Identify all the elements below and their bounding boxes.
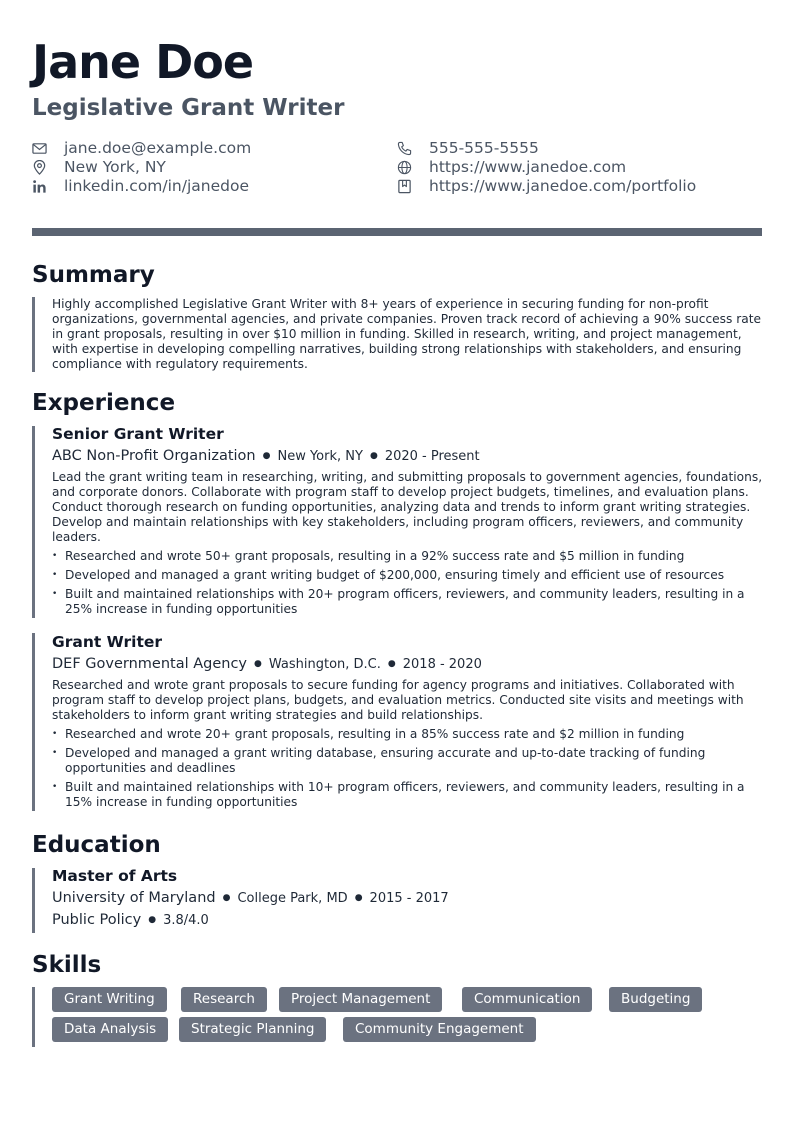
separator-dot: ●: [148, 915, 157, 925]
skill-chip: Research: [181, 987, 267, 1012]
job-2-bullet: • Researched and wrote 20+ grant proposals, resulting in a 85% success rate and $2 million in funding: [65, 727, 763, 742]
job-2-org: DEF Governmental Agency: [52, 656, 248, 672]
skill-chip: Budgeting: [609, 987, 702, 1012]
contact-website[interactable]: [397, 158, 762, 177]
summary-heading: Summary: [32, 262, 155, 288]
skill-chip: Grant Writing: [52, 987, 167, 1012]
contact-linkedin[interactable]: [32, 177, 372, 196]
contact-location: [32, 158, 372, 177]
portfolio-text: https://www.janedoe.com/portfolio: [429, 177, 697, 195]
job-1-description: Lead the grant writing team in researching, writing, and submitting proposals to government agencies, foundations, and corporate donors. Collaborate with program staff to develop project budgets, timelines, and evaluation plans. Conduct thorough research on funding opportunities, analyzing data and trends to inform grant writing strategies. Develop and maintain relationships with key stakeholders, including program officers, reviewers, and community leaders.: [52, 470, 763, 544]
job-2-location: Washington, D.C.: [268, 657, 381, 672]
summary-text: Highly accomplished Legislative Grant Writer with 8+ years of experience in securing funding for non-profit organizations, governmental agencies, and private companies. Proven track record of achieving a 90% success rate in grant proposals, resulting in over $10 million in funding. Skilled in research, writing, and project management, with expertise in developing compelling narratives, building strong relationships with stakeholders, and ensuring compliance with regulatory requirements.: [52, 297, 761, 371]
job-1-meta: [52, 448, 480, 465]
education-heading: Education: [32, 832, 161, 858]
job-2-title: Grant Writer: [52, 633, 163, 651]
separator-dot: ●: [222, 893, 231, 903]
education-field-row: [52, 912, 209, 929]
separator-dot: ●: [262, 451, 271, 461]
education-accent-bar: [32, 868, 35, 933]
job-2-meta: [52, 656, 482, 673]
contact-email[interactable]: [32, 139, 372, 158]
separator-dot: ●: [354, 893, 363, 903]
job-1-org: ABC Non-Profit Organization: [52, 448, 256, 464]
job-2-accent-bar: [32, 633, 35, 811]
separator-dot: ●: [387, 659, 396, 669]
job-2-dates: 2018 - 2020: [402, 657, 482, 672]
summary-accent-bar: [32, 297, 35, 372]
job-2-description: Researched and wrote grant proposals to secure funding for agency programs and initiatives. Collaborated with program staff to develop project plans, budgets, and evaluation metrics. Conducted site visits and meetings with stakeholders to inform grant writing strategies and build relationships.: [52, 678, 744, 722]
job-1-dates: 2020 - Present: [384, 449, 480, 464]
education-location: College Park, MD: [237, 891, 348, 906]
linkedin-icon: [32, 179, 47, 194]
candidate-name: Jane Doe: [32, 35, 254, 89]
skill-chip: Communication: [462, 987, 592, 1012]
skills-heading: Skills: [32, 952, 102, 978]
education-degree: Master of Arts: [52, 867, 178, 885]
skills-accent-bar: [32, 987, 35, 1047]
header-divider: [32, 228, 762, 236]
phone-icon: [397, 141, 412, 156]
envelope-icon: [32, 141, 47, 156]
skill-chip: Community Engagement: [343, 1017, 536, 1042]
phone-text: 555-555-5555: [429, 139, 539, 157]
website-text: https://www.janedoe.com: [429, 158, 627, 176]
bookmark-icon: [397, 179, 412, 194]
linkedin-text: linkedin.com/in/janedoe: [64, 177, 249, 195]
email-text: jane.doe@example.com: [64, 139, 252, 157]
job-2-bullet: • Developed and managed a grant writing database, ensuring accurate and up-to-date tracking of funding opportunities and deadlines: [65, 746, 763, 776]
education-field: Public Policy: [52, 912, 142, 928]
job-1-bullet: • Researched and wrote 50+ grant proposals, resulting in a 92% success rate and $5 million in funding: [65, 549, 763, 564]
education-dates: 2015 - 2017: [369, 891, 449, 906]
experience-heading: Experience: [32, 390, 176, 416]
education-gpa: 3.8/4.0: [163, 913, 209, 928]
job-1-location: New York, NY: [277, 449, 363, 464]
contact-portfolio[interactable]: [397, 177, 762, 196]
candidate-title: Legislative Grant Writer: [32, 95, 345, 121]
contact-phone[interactable]: [397, 139, 762, 158]
skill-chip: Project Management: [279, 987, 442, 1012]
separator-dot: ●: [369, 451, 378, 461]
job-1-title: Senior Grant Writer: [52, 425, 224, 443]
education-school: University of Maryland: [52, 890, 216, 906]
skill-chip: Strategic Planning: [179, 1017, 326, 1042]
job-2-bullet: • Built and maintained relationships with 10+ program officers, reviewers, and community leaders, resulting in a 15% increase in funding opportunities: [65, 780, 763, 810]
map-pin-icon: [32, 160, 47, 175]
separator-dot: ●: [254, 659, 262, 669]
skill-chip: Data Analysis: [52, 1017, 168, 1042]
location-text: New York, NY: [64, 158, 166, 176]
job-1-accent-bar: [32, 426, 35, 618]
job-1-bullet: • Developed and managed a grant writing budget of $200,000, ensuring timely and efficient use of resources: [65, 568, 763, 583]
globe-icon: [397, 160, 412, 175]
education-meta: [52, 890, 449, 907]
job-1-bullet: • Built and maintained relationships with 20+ program officers, reviewers, and community leaders, resulting in a 25% increase in funding opportunities: [65, 587, 763, 617]
